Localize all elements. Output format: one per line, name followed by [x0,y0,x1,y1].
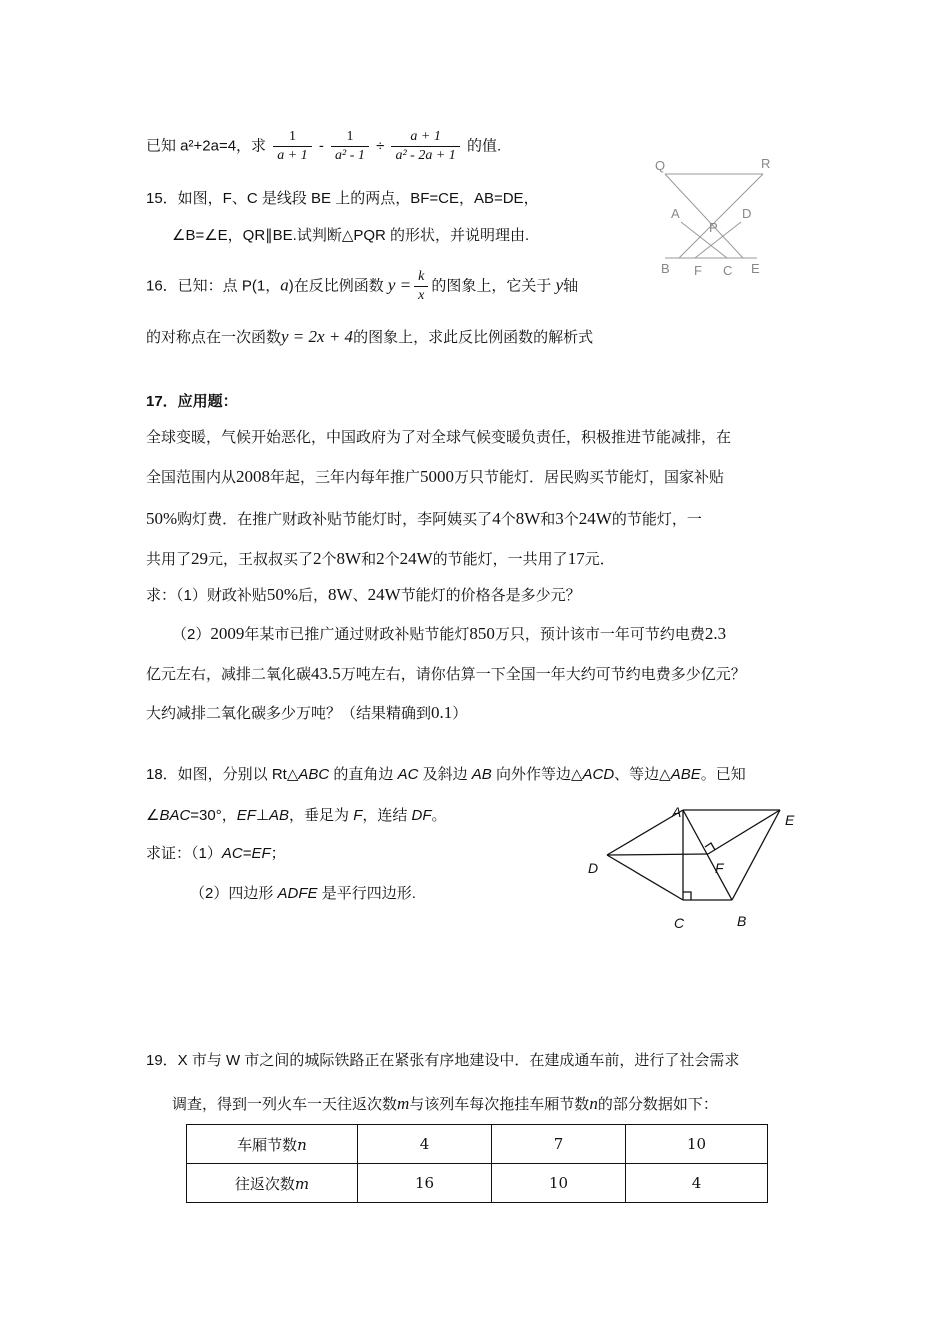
label-a: A [672,804,682,820]
table-cell: 4 [626,1164,768,1203]
q16-fraction: $\frac{k}{x}$ [414,268,428,305]
table-row-label: 车厢节数n [187,1125,358,1164]
label-f: F [715,860,724,876]
label-r: R [761,156,771,171]
q14-line: 已知 a²+2a=4，求 $\frac{1}{a + 1}$ - $\frac{1}{\text{a² - 1}}$ ÷ $\frac{a + 1}{\text{a² - 2a + 1}}$ 的值. [146,129,502,163]
right-angle-mark-f [705,843,715,850]
q14-lead: 已知 a²+2a=4，求 [146,137,267,155]
q17-p2: 全国范围内从2008年起，三年内每年推广5000万只节能灯．居民购买节能灯，国家补贴 [146,467,725,486]
q17-p4: 共用了29元，王叔叔买了2个8W和2个24W的节能灯，一共用了17元． [146,549,615,568]
segment-df [695,222,741,258]
q17-s2: （2）2009年某市已推广通过财政补贴节能灯850万只，预计该市一年可节约电费2.3 [172,624,727,643]
q17-p3: 50%购灯费．在推广财政补贴节能灯时，李阿姨买了4个8W和3个24W的节能灯，一 [146,509,702,528]
q15-figure [645,150,785,280]
q16-line-2: 的对称点在一次函数y = 2x + 4的图象上，求此反比例函数的解析式 [146,327,594,346]
label-c: C [723,263,733,278]
right-angle-mark-c [683,892,691,900]
q18-proof-2: （2）四边形 ADFE 是平行四边形. [190,885,416,902]
q18-line-2: ∠BAC=30°，EF⊥AB，垂足为 F，连结 DF。 [146,807,447,824]
label-b: B [661,261,670,276]
q17-s3: 亿元左右，减排二氧化碳43.5万吨左右，请你估算一下全国一年大约可节约电费多少亿元？ [146,664,746,683]
data-table [186,1124,768,1203]
label-d: D [588,860,599,876]
q18-proof-1: 求证：（1）AC=EF； [146,845,286,862]
segment-eb [732,810,780,900]
segment-ac [681,222,727,258]
table-row [187,1164,768,1203]
table-cell: 4 [358,1125,492,1164]
q17-s1: 求：（1）财政补贴50%后，8W、24W节能灯的价格各是多少元？ [146,585,581,604]
label-f: F [694,263,702,278]
label-c: C [674,915,685,931]
q18-line-1: 18．如图，分别以 Rt△ABC 的直角边 AC 及斜边 AB 向外作等边△ACD、等边△ABE。已知 [146,766,746,783]
segment-dc [607,855,683,900]
q17-s4: 大约减排二氧化碳多少万吨？（结果精确到0.1） [146,703,468,722]
segment-df [607,854,708,855]
q17-title: 17．应用题： [146,393,238,410]
table-row [187,1125,768,1164]
table-cell: 10 [492,1164,626,1203]
segment-ef [708,810,780,854]
segment-ab [683,810,732,900]
label-e: E [751,261,760,276]
label-q: Q [655,158,666,173]
q14-fraction-2: $\frac{1}{\text{a² - 1}}$ [331,128,369,165]
q16-line-1: 16．已知：点 P(1，a)在反比例函数 y = $\frac{k}{x}$ 的图象上，它关于 y轴 [146,269,579,303]
q17-p1: 全球变暖，气候开始恶化，中国政府为了对全球气候变暖负责任，积极推进节能减排，在 [146,429,732,446]
label-e: E [785,812,795,828]
q15-line-1: 15．如图，F、C 是线段 BE 上的两点，BF=CE，AB=DE， [146,190,539,207]
table-row-label: 往返次数m [187,1164,358,1203]
q19-line-2: 调查，得到一列火车一天往返次数m与该列车每次拖挂车厢节数n的部分数据如下： [172,1094,718,1113]
q19-line-1: 19．X 市与 W 市之间的城际铁路正在紧张有序地建设中．在建成通车前，进行了社会需求 [146,1052,740,1069]
table-cell: 10 [626,1125,768,1164]
table-cell: 16 [358,1164,492,1203]
q14-fraction-1: $\frac{1}{a + 1}$ [273,128,311,165]
label-a: A [671,206,680,221]
q18-figure [580,795,810,935]
table-cell: 7 [492,1125,626,1164]
label-d: D [742,206,752,221]
q14-fraction-3: $\frac{a + 1}{\text{a² - 2a + 1}}$ [391,128,459,165]
label-b: B [737,913,747,929]
q15-line-2: ∠B=∠E，QR∥BE.试判断△PQR 的形状，并说明理由. [172,227,530,244]
label-p: P [709,220,718,235]
